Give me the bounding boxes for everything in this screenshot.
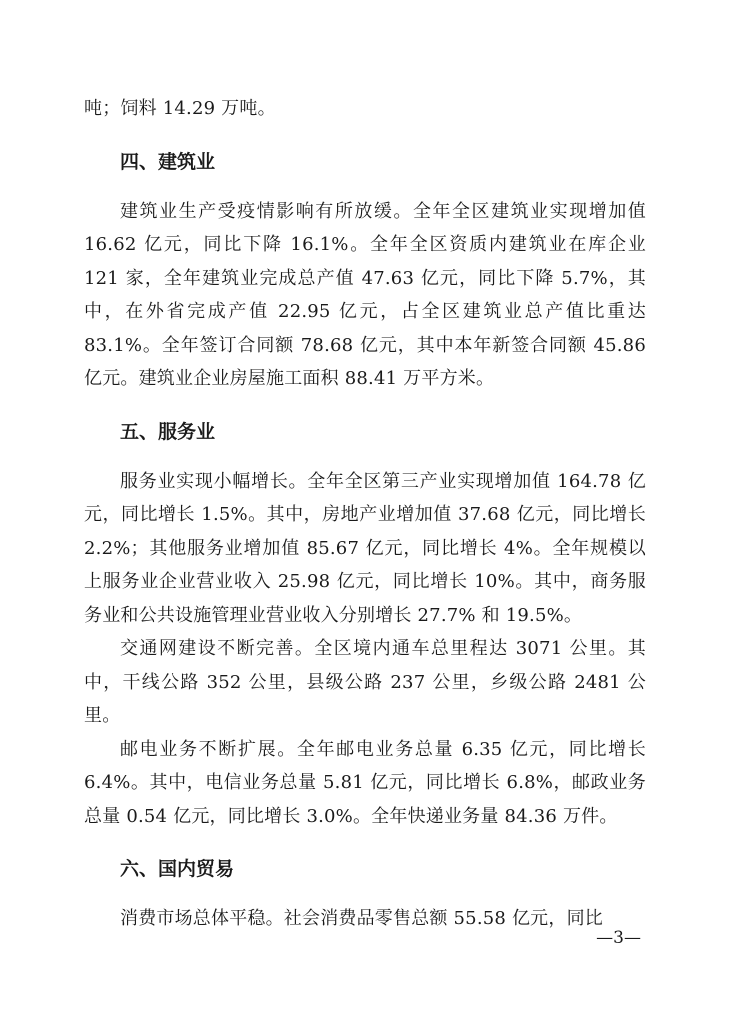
paragraph-post-telecom: 邮电业务不断扩展。全年邮电业务总量 6.35 亿元，同比增长 6.4%。其中，电信业务总量 5.81 亿元，同比增长 6.8%，邮政业务总量 0.54 亿元，同比增长 3.0%。全年快递业务量 84.36 万件。 — [84, 738, 646, 827]
section-heading-services: 五、服务业 — [120, 420, 216, 443]
paragraph-services: 服务业实现小幅增长。全年全区第三产业实现增加值 164.78 亿元，同比增长 1.5%。其中，房地产业增加值 37.68 亿元，同比增长 2.2%；其他服务业增加值 85.67 亿元，同比增长 4%。全年规模以上服务业企业营业收入 25.98 亿元，同比增长 10%。其中，商务服务业和公共设施管理业营业收入分别增长 27.7% 和 19.5%。 — [84, 470, 646, 626]
paragraph-consumption: 消费市场总体平稳。社会消费品零售总额 55.58 亿元，同比 — [120, 908, 603, 929]
paragraph-construction: 建筑业生产受疫情影响有所放缓。全年全区建筑业实现增加值 16.62 亿元，同比下降 16.1%。全年全区资质内建筑业在库企业 121 家，全年建筑业完成总产值 47.63 亿元，同比下降 5.7%，其中，在外省完成产值 22.95 亿元，占全区建筑业总产值比重达 83.1%。全年签订合同额 78.68 亿元，其中本年新签合同额 45.86 亿元。建筑业企业房屋施工面积 88.41 万平方米。 — [84, 200, 646, 389]
page-number: —3— — [596, 928, 641, 948]
paragraph-transport: 交通网建设不断完善。全区境内通车总里程达 3071 公里。其中，干线公路 352 公里，县级公路 237 公里，乡级公路 2481 公里。 — [84, 638, 646, 726]
continued-paragraph: 吨；饲料 14.29 万吨。 — [84, 98, 276, 119]
section-heading-construction: 四、建筑业 — [120, 150, 216, 173]
section-heading-domestic-trade: 六、国内贸易 — [120, 858, 235, 880]
document-page — [84, 92, 646, 936]
